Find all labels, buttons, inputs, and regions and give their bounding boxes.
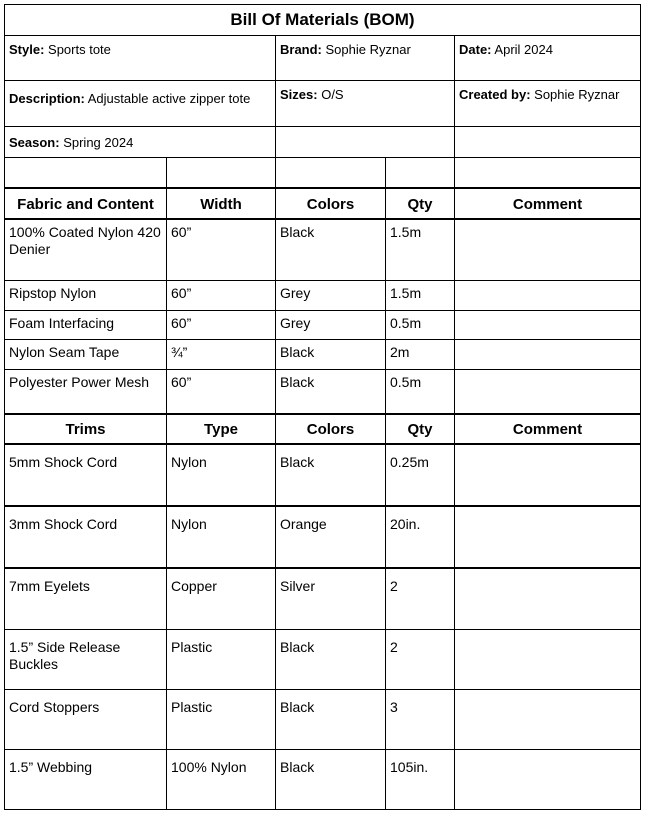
date-label: Date: [459, 42, 492, 57]
material-cell: Foam Interfacing [5, 311, 167, 339]
description-label: Description: [9, 91, 85, 106]
qty-cell: 0.5m [386, 370, 455, 413]
style-value: Sports tote [48, 42, 111, 57]
qty-cell: 0.5m [386, 311, 455, 339]
qty-cell: 2 [386, 569, 455, 629]
type-cell: Copper [167, 569, 276, 629]
trim-cell: Cord Stoppers [5, 690, 167, 749]
comment-cell [455, 569, 640, 629]
color-cell: Silver [276, 569, 386, 629]
table-row [5, 311, 640, 340]
comment-cell [455, 445, 640, 505]
type-cell: Nylon [167, 507, 276, 567]
table-row [5, 507, 640, 569]
qty-cell: 1.5m [386, 281, 455, 310]
width-cell: 60” [167, 311, 276, 339]
color-cell: Black [276, 370, 386, 413]
season-label: Season: [9, 135, 60, 150]
qty-cell: 3 [386, 690, 455, 749]
trims-header-row [5, 415, 640, 445]
description-cell [5, 81, 276, 126]
type-cell: Plastic [167, 690, 276, 749]
created-by-label: Created by: [459, 87, 531, 102]
brand-label: Brand: [280, 42, 322, 57]
date-cell [455, 36, 640, 80]
column-header: Trims [5, 415, 167, 443]
created-by-cell [455, 81, 640, 126]
style-label: Style: [9, 42, 45, 57]
material-cell: Nylon Seam Tape [5, 340, 167, 369]
material-cell: 100% Coated Nylon 420 Denier [5, 220, 167, 280]
comment-cell [455, 370, 640, 413]
comment-cell [455, 750, 640, 810]
qty-cell: 1.5m [386, 220, 455, 280]
table-row [5, 445, 640, 507]
table-row [5, 370, 640, 415]
spacer-row [5, 158, 640, 189]
qty-cell: 105in. [386, 750, 455, 810]
type-cell: 100% Nylon [167, 750, 276, 810]
column-header: Colors [276, 189, 386, 218]
column-header: Comment [512, 421, 583, 438]
qty-cell: 2m [386, 340, 455, 369]
type-cell: Nylon [167, 445, 276, 505]
title-row [5, 5, 640, 36]
column-header: Qty [386, 415, 455, 443]
material-cell: Polyester Power Mesh [5, 370, 167, 413]
meta-row-1 [5, 36, 640, 81]
column-header: Fabric and Content [5, 189, 167, 218]
qty-cell: 20in. [386, 507, 455, 567]
qty-cell: 2 [386, 630, 455, 689]
trim-cell: 7mm Eyelets [5, 569, 167, 629]
comment-cell [455, 281, 640, 310]
width-cell: ¾” [167, 340, 276, 369]
color-cell: Black [276, 220, 386, 280]
color-cell: Black [276, 340, 386, 369]
table-row [5, 569, 640, 630]
trim-cell: 3mm Shock Cord [5, 507, 167, 567]
date-value: April 2024 [494, 42, 553, 57]
comment-cell [455, 690, 640, 749]
trim-cell: 1.5” Webbing [5, 750, 167, 810]
comment-cell [455, 507, 640, 567]
color-cell: Black [276, 445, 386, 505]
width-cell: 60” [167, 281, 276, 310]
empty-cell [276, 127, 455, 157]
table-row [5, 220, 640, 281]
season-value: Spring 2024 [63, 135, 134, 150]
color-cell: Grey [276, 311, 386, 339]
page-title: Bill Of Materials (BOM) [230, 10, 415, 29]
fabric-header-row [5, 189, 640, 220]
style-cell [5, 36, 276, 80]
trim-cell: 5mm Shock Cord [5, 445, 167, 505]
meta-row-2 [5, 81, 640, 127]
empty-cell [167, 158, 276, 187]
column-header: Qty [386, 189, 455, 218]
table-row [5, 281, 640, 311]
column-header: Comment [512, 196, 583, 213]
sizes-cell [276, 81, 455, 126]
comment-cell [455, 340, 640, 369]
qty-cell: 0.25m [386, 445, 455, 505]
table-row [5, 750, 640, 810]
table-row [5, 340, 640, 370]
created-by-value: Sophie Ryznar [534, 87, 620, 102]
color-cell: Grey [276, 281, 386, 310]
width-cell: 60” [167, 370, 276, 413]
color-cell: Black [276, 630, 386, 689]
sizes-label: Sizes: [280, 87, 318, 102]
comment-cell [455, 220, 640, 280]
material-cell: Ripstop Nylon [5, 281, 167, 310]
trim-cell: 1.5” Side Release Buckles [5, 630, 167, 689]
brand-value: Sophie Ryznar [325, 42, 411, 57]
column-header: Type [167, 415, 276, 443]
empty-cell [455, 158, 640, 187]
empty-cell [5, 158, 167, 187]
comment-cell [455, 311, 640, 339]
sizes-value: O/S [321, 87, 344, 102]
color-cell: Black [276, 750, 386, 810]
table-row [5, 690, 640, 750]
empty-cell [455, 127, 640, 157]
color-cell: Orange [276, 507, 386, 567]
empty-cell [276, 158, 386, 187]
description-value: Adjustable active zipper tote [87, 91, 251, 106]
brand-cell [276, 36, 455, 80]
table-row [5, 630, 640, 690]
width-cell: 60” [167, 220, 276, 280]
bom-sheet [4, 4, 641, 810]
season-cell [5, 127, 276, 157]
comment-cell [455, 630, 640, 689]
column-header: Width [167, 189, 276, 218]
column-header: Colors [276, 415, 386, 443]
type-cell: Plastic [167, 630, 276, 689]
empty-cell [386, 158, 455, 187]
color-cell: Black [276, 690, 386, 749]
meta-row-3 [5, 127, 640, 158]
